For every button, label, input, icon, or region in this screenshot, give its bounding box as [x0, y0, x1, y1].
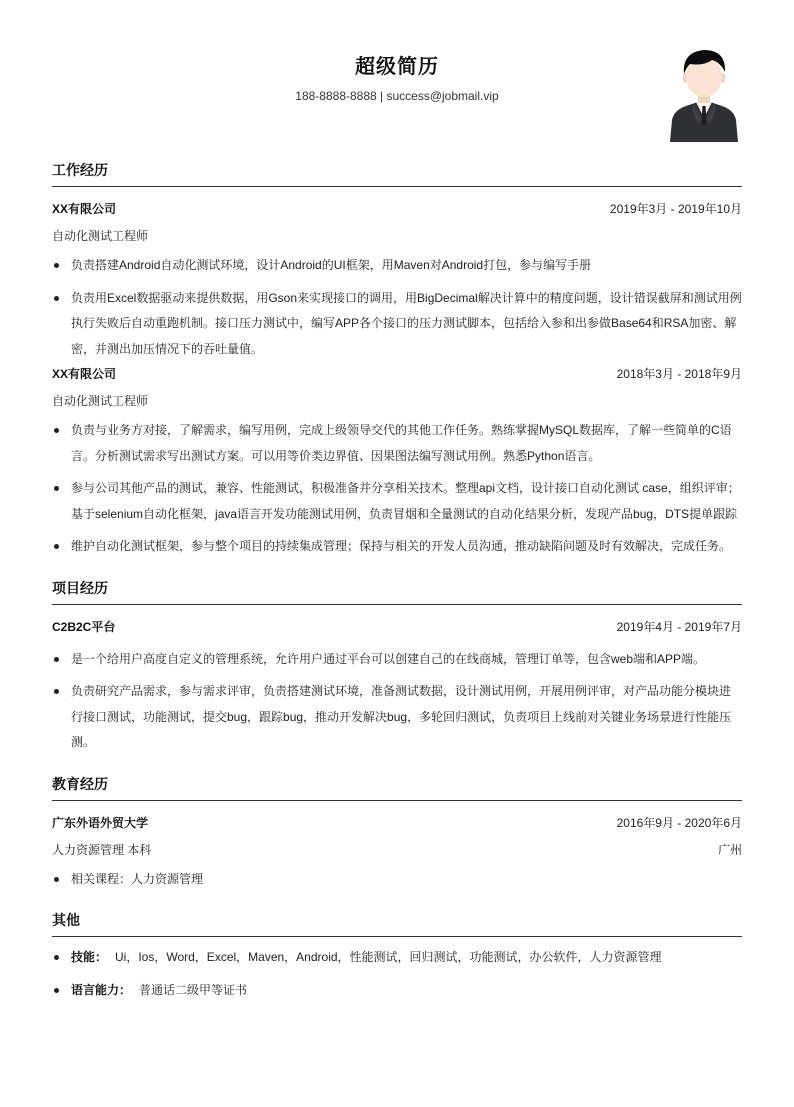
bullet-list — [52, 945, 742, 1003]
job-title: 自动化测试工程师 — [52, 394, 149, 408]
other-section — [52, 907, 742, 1003]
skill-value: Ui，Ios，Word，Excel，Maven，Android，性能测试，回归测试，功能测试，办公软件，人力资源管理 — [115, 950, 662, 964]
resume-header — [0, 0, 794, 150]
section-title-education: 教育经历 — [52, 771, 742, 801]
list-item: 负责与业务方对接，了解需求，编写用例，完成上级领导交代的其他工作任务。熟练掌握MySQL数据库，了解一些简单的C语言。分析测试需求写出测试方案。可以用等价类边界值、因果图法编写测试用例。熟悉Python语言。 — [52, 418, 742, 469]
degree: 人力资源管理 本科 — [52, 842, 152, 857]
list-item: 负责用Excel数据驱动来提供数据，用Gson来实现接口的调用，用BigDecimal解决计算中的精度问题，设计错误截屏和测试用例执行失败后自动重跑机制。接口压力测试中，编写APP各个接口的压力测试脚本，包括给入参和出参做Base64和RSA加密、解密，并测出加压情况下的吞吐量值。 — [52, 286, 742, 363]
contact-info: 188-8888-8888 | success@jobmail.vip — [295, 89, 499, 103]
project-entry — [52, 618, 742, 756]
resume-name: 超级简历 — [355, 56, 439, 78]
bullet-list — [52, 647, 742, 756]
section-title-other: 其他 — [52, 907, 742, 937]
location: 广州 — [717, 842, 742, 857]
language-value: 普通话二级甲等证书 — [139, 982, 248, 997]
job-title: 自动化测试工程师 — [52, 229, 149, 243]
language-label: 语言能力： — [71, 982, 132, 997]
list-item: 是一个给用户高度自定义的管理系统，允许用户通过平台可以创建自己的在线商城，管理订单等，包含web端和APP端。 — [52, 647, 742, 673]
company-name: XX有限公司 — [52, 367, 117, 381]
section-title-project: 项目经历 — [52, 575, 742, 605]
section-title-work: 工作经历 — [52, 157, 742, 187]
resume-content — [52, 157, 742, 1010]
list-item: 负责搭建Android自动化测试环境，设计Android的UI框架，用Maven对Android打包，参与编写手册 — [52, 253, 742, 279]
bullet-list — [52, 253, 742, 362]
project-name: C2B2C平台 — [52, 619, 116, 634]
date-range: 2018年3月 - 2018年9月 — [616, 367, 742, 381]
education-section — [52, 771, 742, 893]
project-section — [52, 575, 742, 756]
list-item — [52, 978, 742, 1004]
work-entry — [52, 200, 742, 362]
work-entry — [52, 365, 742, 560]
company-name: XX有限公司 — [52, 202, 117, 216]
date-range: 2019年3月 - 2019年10月 — [609, 202, 742, 216]
list-item — [52, 945, 742, 971]
skill-label: 技能： — [71, 950, 108, 964]
date-range: 2016年9月 - 2020年6月 — [616, 815, 742, 830]
work-section — [52, 157, 742, 560]
school-name: 广东外语外贸大学 — [52, 815, 149, 830]
list-item: 相关课程：人力资源管理 — [52, 867, 742, 893]
list-item: 维护自动化测试框架，参与整个项目的持续集成管理；保持与相关的开发人员沟通，推动缺陷问题及时有效解决，完成任务。 — [52, 534, 742, 560]
bullet-list — [52, 867, 742, 893]
avatar — [668, 46, 740, 142]
education-entry — [52, 814, 742, 893]
list-item: 负责研究产品需求，参与需求评审，负责搭建测试环境，准备测试数据，设计测试用例，开展用例评审，对产品功能分模块进行接口测试，功能测试，提交bug，跟踪bug，推动开发解决bug，多轮回归测试，负责项目上线前对关键业务场景进行性能压测。 — [52, 679, 742, 756]
bullet-list — [52, 418, 742, 560]
date-range: 2019年4月 - 2019年7月 — [616, 619, 742, 634]
list-item: 参与公司其他产品的测试，兼容、性能测试，积极准备并分享相关技术。整理api文档，设计接口自动化测试 case，组织评审；基于selenium自动化框架，java语言开发功能测试用例，负责冒烟和全量测试的自动化结果分析，发现产品bug，DTS提单跟踪 — [52, 476, 742, 527]
